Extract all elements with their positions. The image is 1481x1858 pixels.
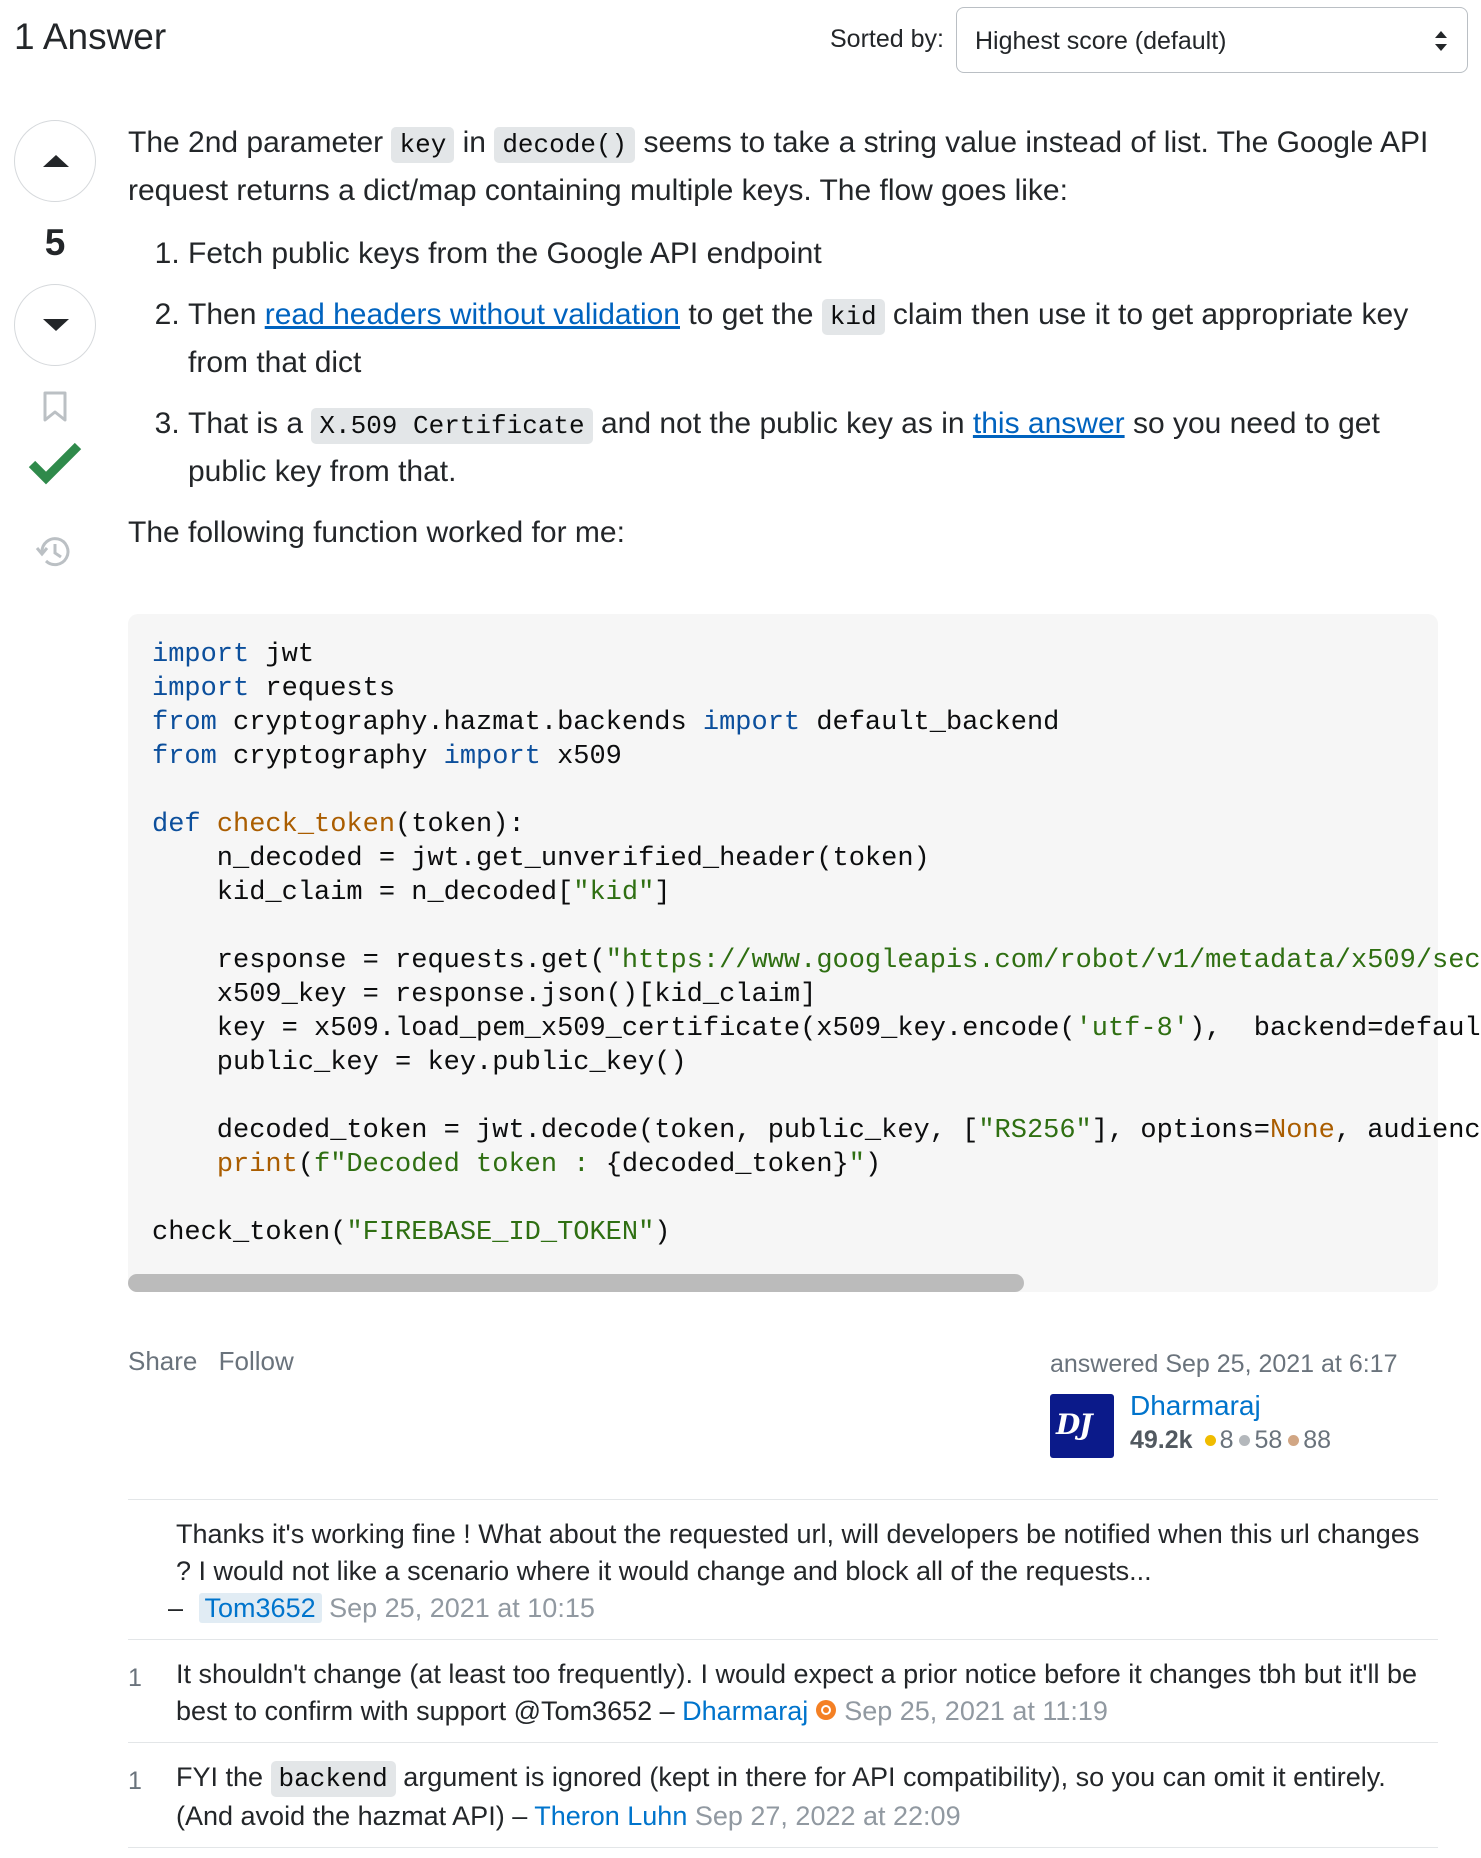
comment-body (176, 1640, 1426, 1742)
code-token: check_token( (152, 1218, 347, 1248)
code-token: jwt (249, 640, 315, 670)
comment-date[interactable]: Sep 27, 2022 at 22:09 (694, 1801, 961, 1831)
inline-code: decode() (494, 127, 635, 163)
answer-outro: The following function worked for me: (128, 516, 625, 549)
comment-body (176, 1743, 1426, 1847)
code-token: "FIREBASE_ID_TOKEN" (346, 1218, 655, 1248)
code-token: 'utf-8' (1075, 1014, 1189, 1044)
text: seems to take a string value instead of list. The Google API request returns a dict/map containing multiple keys. The flow goes like: (128, 126, 1429, 207)
gold-badge-icon (1205, 1435, 1216, 1446)
code-token: from (152, 708, 217, 738)
answers-count: 1 Answer (14, 16, 167, 57)
inline-code: X.509 Certificate (311, 408, 592, 444)
code-token: public_key = key.public_key() (152, 1048, 687, 1078)
code-block[interactable] (128, 614, 1481, 1292)
upvote-arrow-icon (41, 151, 71, 171)
text: Fetch public keys from the Google API endpoint (188, 237, 822, 270)
code-token: "kid" (573, 878, 655, 908)
code-token: requests (249, 674, 396, 704)
code-token: def (152, 810, 201, 840)
sort-select[interactable] (956, 7, 1468, 73)
downvote-arrow-icon (41, 315, 71, 335)
comment-author-link[interactable]: Theron Luhn (534, 1801, 688, 1831)
code-token: ) (864, 1150, 882, 1180)
code-token: ] (654, 878, 671, 908)
comment-author-link[interactable]: Dharmaraj (682, 1696, 809, 1726)
code-token: check_token (216, 810, 396, 840)
comment-separator: – (504, 1801, 535, 1831)
reputation-score: 49.2k (1130, 1426, 1193, 1454)
comment-author-link[interactable]: Tom3652 (199, 1593, 322, 1623)
bookmark-icon[interactable] (41, 390, 69, 424)
text: so you need to get public key from that. (188, 407, 1380, 488)
comment-text: Thanks it's working fine ! What about the requested url, will developers be notified when this url changes ? I would not like a scenario where it would change and block all of the requests... (176, 1519, 1420, 1586)
this-answer-link[interactable]: this answer (972, 407, 1125, 440)
comment-body (168, 1500, 1426, 1639)
comment (128, 1640, 1438, 1743)
horizontal-scrollbar[interactable] (128, 1274, 1024, 1292)
list-item (188, 401, 1438, 494)
avatar-initials: DJ (1056, 1408, 1092, 1441)
follow-link[interactable]: Follow (218, 1346, 294, 1376)
text: in (454, 126, 495, 159)
code-token: response = requests.get( (152, 946, 606, 976)
text: to get the (680, 298, 822, 331)
list-item (188, 231, 1438, 276)
code-token: import (443, 742, 541, 772)
post-menu (128, 1346, 308, 1377)
code-token: from (152, 742, 217, 772)
code-token: print (216, 1150, 298, 1180)
code-token: , audienc (1334, 1116, 1481, 1146)
code-token: cryptography.hazmat.backends (216, 708, 703, 738)
text: and not the public key as in (592, 407, 973, 440)
code-token: import (152, 674, 250, 704)
code-token: x509 (540, 742, 622, 772)
code-token: import (152, 640, 250, 670)
sort-select-value: Highest score (default) (975, 27, 1227, 55)
share-link[interactable]: Share (128, 1346, 198, 1376)
comment-text: FYI the (176, 1762, 271, 1792)
avatar[interactable] (1050, 1394, 1114, 1458)
code-token: "https://www.googleapis.com/robot/v1/metadata/x509/sec (605, 946, 1481, 976)
comment-separator: – (168, 1593, 191, 1623)
code-token: "RS256" (978, 1116, 1092, 1146)
sort-label: Sorted by: (830, 25, 944, 53)
code-token: " (848, 1150, 865, 1180)
user-card (1050, 1350, 1410, 1454)
code-token: ) (654, 1218, 671, 1248)
checkmark-icon (28, 440, 82, 486)
answers-header (0, 0, 1478, 90)
answer-intro (128, 120, 1438, 213)
comment-separator: – (652, 1696, 683, 1726)
answer-body (128, 120, 1438, 555)
code-token: None (1270, 1116, 1335, 1146)
read-headers-link[interactable]: read headers without validation (264, 298, 680, 331)
history-icon[interactable] (34, 532, 74, 572)
code-token: ( (297, 1150, 315, 1180)
code-token (152, 1150, 217, 1180)
list-item (188, 292, 1438, 385)
code-token: f"Decoded token : (314, 1150, 606, 1180)
code-token: {decoded_token} (605, 1150, 849, 1180)
inline-code: key (391, 127, 454, 163)
gold-badge-count: 8 (1219, 1426, 1234, 1454)
bronze-badge-icon (1288, 1435, 1299, 1446)
user-stats (1130, 1426, 1331, 1455)
vote-count: 5 (44, 222, 66, 263)
comment-score: 1 (128, 1767, 142, 1795)
code-content (152, 638, 1481, 1250)
code-token: default_backend (800, 708, 1060, 738)
code-token: decoded_token = jwt.decode(token, public_key, [ (152, 1116, 979, 1146)
comment-text: It shouldn't change (at least too frequently). I would expect a prior notice before it changes tbh but it'll be best to confirm with support @Tom3652 (176, 1659, 1418, 1726)
comment (128, 1743, 1438, 1848)
code-token: x509_key = response.json()[kid_claim] (152, 980, 817, 1010)
code-token: ), backend=defaul (1188, 1014, 1481, 1044)
code-token: n_decoded = jwt.get_unverified_header(token) (152, 844, 930, 874)
comment-text: argument is ignored (kept in there for API compatibility), so you can omit it entirely. (And avoid the hazmat API) (176, 1762, 1386, 1831)
comment (128, 1500, 1438, 1640)
answered-date: answered Sep 25, 2021 at 6:17 (1050, 1350, 1398, 1378)
code-token: key = x509.load_pem_x509_certificate(x509_key.encode( (152, 1014, 1076, 1044)
code-token: ], options= (1091, 1116, 1270, 1146)
upvote-button[interactable] (14, 120, 96, 202)
comment-date[interactable]: Sep 25, 2021 at 11:19 (844, 1696, 1108, 1726)
code-token: import (702, 708, 801, 738)
comments-list (128, 1499, 1438, 1848)
inline-code: backend (271, 1761, 396, 1797)
text: The 2nd parameter (128, 126, 392, 159)
code-token: cryptography (216, 742, 444, 772)
user-name-link[interactable]: Dharmaraj (1130, 1390, 1261, 1421)
comment-date[interactable]: Sep 25, 2021 at 10:15 (329, 1593, 595, 1623)
code-token: kid_claim = n_decoded[ (152, 878, 574, 908)
text: claim then use it to get appropriate key from that dict (188, 298, 1409, 379)
downvote-button[interactable] (14, 284, 96, 366)
comment-score: 1 (128, 1664, 142, 1692)
text: Then (188, 298, 265, 331)
steps-list (128, 231, 1438, 494)
silver-badge-icon (1239, 1435, 1250, 1446)
code-token: (token): (395, 810, 525, 840)
inline-code: kid (822, 299, 885, 335)
bronze-badge-count: 88 (1303, 1426, 1332, 1454)
flower-badge-icon (814, 1698, 838, 1722)
text: That is a (188, 407, 312, 440)
up-down-caret-icon (1433, 28, 1449, 54)
silver-badge-count: 58 (1254, 1426, 1283, 1454)
